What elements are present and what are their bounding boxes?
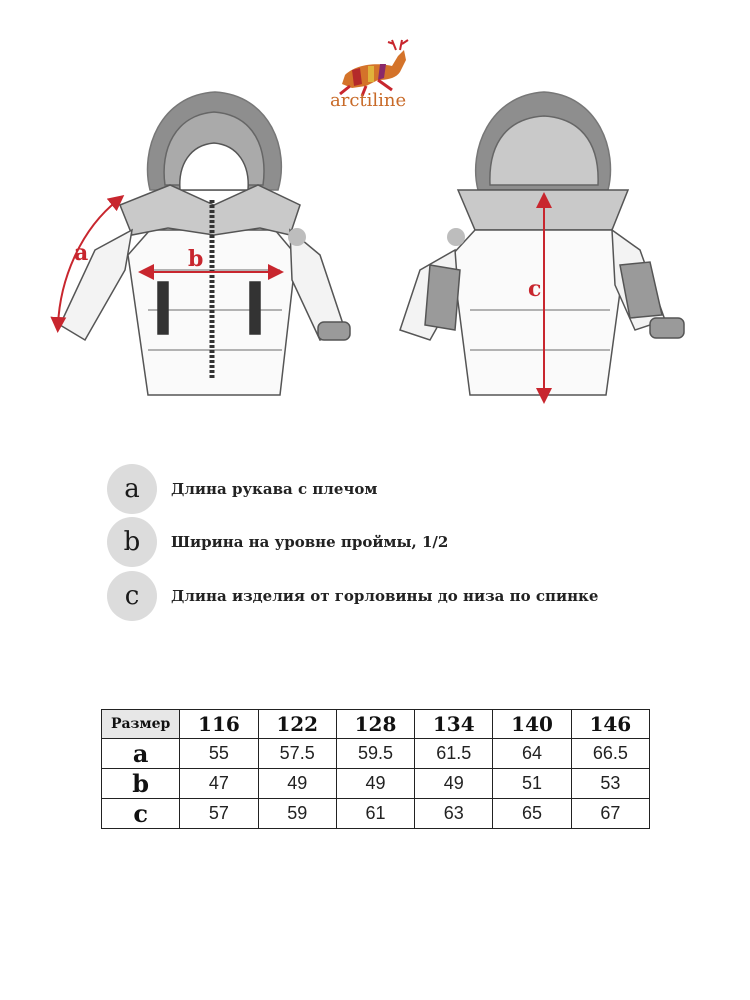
table-corner-label: Размер bbox=[102, 710, 180, 739]
legend-text-c: Длина изделия от горловины до низа по спинке bbox=[171, 587, 599, 605]
row-key-a: a bbox=[102, 739, 180, 769]
row-key-b: b bbox=[102, 769, 180, 799]
row-key-c: c bbox=[102, 799, 180, 829]
jacket-front bbox=[60, 92, 350, 395]
legend-text-a: Длина рукава с плечом bbox=[171, 480, 378, 498]
legend-row-a bbox=[107, 463, 377, 515]
size-146: 146 bbox=[571, 710, 649, 739]
table-cell: 61.5 bbox=[415, 739, 493, 769]
size-128: 128 bbox=[336, 710, 414, 739]
label-c: c bbox=[528, 276, 542, 302]
legend-key-c: c bbox=[107, 571, 157, 621]
label-a: a bbox=[74, 240, 89, 266]
table-row bbox=[102, 769, 650, 799]
table-cell: 59.5 bbox=[336, 739, 414, 769]
size-134: 134 bbox=[415, 710, 493, 739]
table-cell: 55 bbox=[180, 739, 258, 769]
table-cell: 59 bbox=[258, 799, 336, 829]
table-cell: 49 bbox=[336, 769, 414, 799]
table-cell: 66.5 bbox=[571, 739, 649, 769]
garment-diagram bbox=[0, 0, 750, 420]
legend-text-b: Ширина на уровне проймы, 1/2 bbox=[171, 533, 449, 551]
table-cell: 57 bbox=[180, 799, 258, 829]
table-cell: 63 bbox=[415, 799, 493, 829]
size-table bbox=[101, 709, 650, 829]
legend-row-c bbox=[107, 570, 598, 622]
table-cell: 53 bbox=[571, 769, 649, 799]
legend-key-b: b bbox=[107, 517, 157, 567]
size-122: 122 bbox=[258, 710, 336, 739]
table-cell: 49 bbox=[415, 769, 493, 799]
table-cell: 65 bbox=[493, 799, 571, 829]
table-cell: 64 bbox=[493, 739, 571, 769]
brand-name: arctiline bbox=[330, 90, 407, 111]
deer-logo-icon bbox=[340, 40, 408, 96]
table-row bbox=[102, 739, 650, 769]
label-b: b bbox=[188, 246, 204, 272]
legend-row-b bbox=[107, 516, 448, 568]
size-header-row bbox=[102, 710, 650, 739]
table-cell: 57.5 bbox=[258, 739, 336, 769]
size-116: 116 bbox=[180, 710, 258, 739]
table-cell: 51 bbox=[493, 769, 571, 799]
table-cell: 47 bbox=[180, 769, 258, 799]
table-cell: 67 bbox=[571, 799, 649, 829]
table-cell: 61 bbox=[336, 799, 414, 829]
jacket-back bbox=[400, 92, 684, 395]
table-cell: 49 bbox=[258, 769, 336, 799]
size-140: 140 bbox=[493, 710, 571, 739]
table-row bbox=[102, 799, 650, 829]
legend-key-a: a bbox=[107, 464, 157, 514]
